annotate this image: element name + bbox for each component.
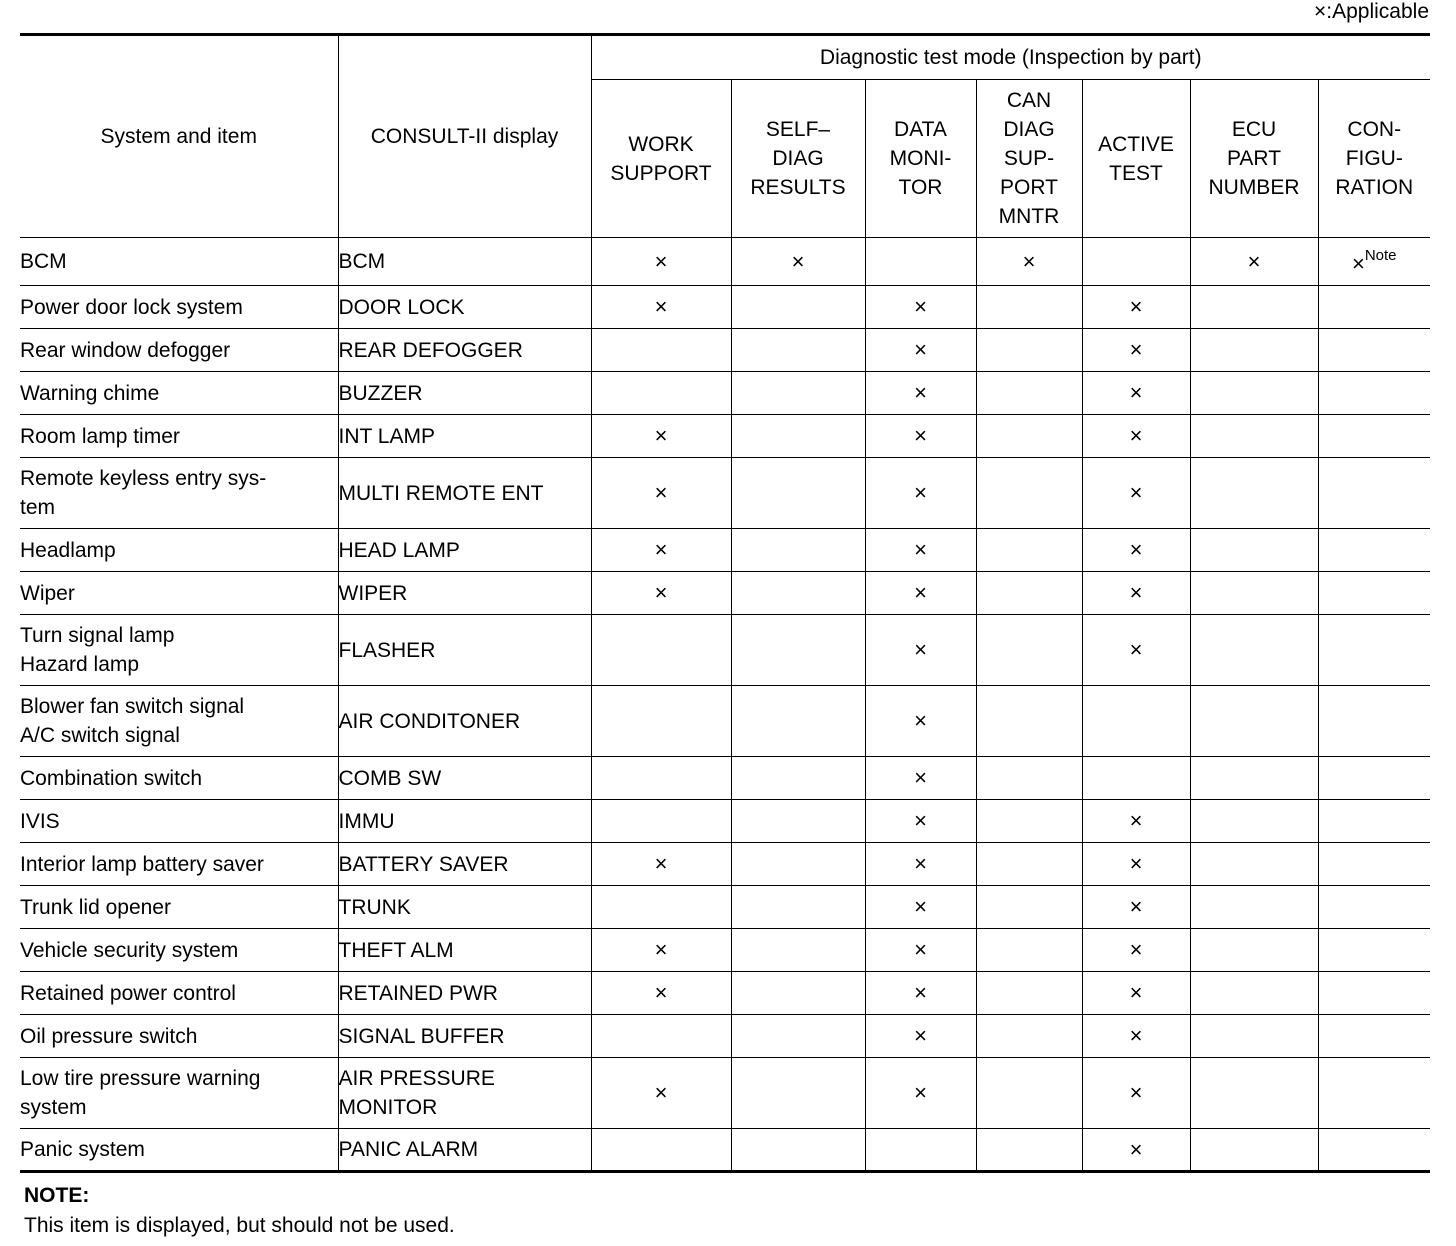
applicable-mark: × <box>1129 480 1143 505</box>
row-consult-display: BUZZER <box>338 372 591 415</box>
table-row <box>20 572 1430 615</box>
applicable-mark: × <box>914 637 927 662</box>
table-row <box>20 372 1430 415</box>
table-row <box>20 286 1430 329</box>
applicable-mark: × <box>654 537 668 562</box>
applicable-mark: × <box>914 1080 927 1105</box>
table-row <box>20 929 1430 972</box>
row-system-item: IVIS <box>20 800 338 843</box>
row-consult-display: BATTERY SAVER <box>338 843 591 886</box>
header-row-top <box>20 35 1430 80</box>
applicable-mark: × <box>1129 1080 1143 1105</box>
note-title: NOTE: <box>24 1184 90 1207</box>
table-row <box>20 800 1430 843</box>
row-system-item: Trunk lid opener <box>20 886 338 929</box>
row-consult-display: AIR CONDITONER <box>338 686 591 757</box>
row-system-item: Retained power control <box>20 972 338 1015</box>
diagnostic-mode-table <box>20 33 1430 1173</box>
row-system-item: Panic system <box>20 1129 338 1172</box>
header-ecu-part-number: ECU PART NUMBER <box>1190 80 1318 238</box>
applicable-mark: × <box>914 937 927 962</box>
applicable-mark: × <box>1129 380 1143 405</box>
row-consult-display: BCM <box>338 238 591 286</box>
applicable-mark: × <box>1351 251 1365 276</box>
applicable-mark: × <box>914 537 927 562</box>
header-work-support: WORK SUPPORT <box>591 80 731 238</box>
table-row <box>20 458 1430 529</box>
row-system-item: Oil pressure switch <box>20 1015 338 1058</box>
table-row <box>20 615 1430 686</box>
row-system-item: Room lamp timer <box>20 415 338 458</box>
applicable-mark: × <box>1129 537 1143 562</box>
row-system-item: Low tire pressure warning system <box>20 1058 338 1129</box>
table-row <box>20 843 1430 886</box>
applicable-mark: × <box>1022 248 1036 274</box>
applicable-mark: × <box>1129 1136 1143 1162</box>
row-consult-display: IMMU <box>338 800 591 843</box>
applicable-mark: × <box>1129 580 1143 605</box>
row-consult-display: INT LAMP <box>338 415 591 458</box>
note-superscript: Note <box>1364 247 1397 264</box>
row-system-item: Blower fan switch signal A/C switch signal <box>20 686 338 757</box>
table-row <box>20 886 1430 929</box>
row-system-item: Interior lamp battery saver <box>20 843 338 886</box>
row-consult-display: REAR DEFOGGER <box>338 329 591 372</box>
applicable-mark: × <box>914 708 927 733</box>
row-system-item: Power door lock system <box>20 286 338 329</box>
row-system-item: Rear window defogger <box>20 329 338 372</box>
applicable-mark: × <box>1129 337 1143 362</box>
applicable-mark: × <box>654 480 668 505</box>
header-system-item: System and item <box>20 35 338 238</box>
table-row <box>20 415 1430 458</box>
applicable-mark: × <box>1129 423 1143 448</box>
header-can-diag-support-mntr: CAN DIAG SUP- PORT MNTR <box>976 80 1082 238</box>
row-consult-display: COMB SW <box>338 757 591 800</box>
table-body <box>20 238 1430 1172</box>
applicable-mark: × <box>914 851 927 876</box>
applicable-mark: × <box>914 894 927 919</box>
header-configuration: CON- FIGU- RATION <box>1318 80 1430 238</box>
applicable-mark: × <box>1129 980 1143 1005</box>
applicable-mark: × <box>1129 937 1143 962</box>
applicable-mark: × <box>654 423 668 448</box>
row-consult-display: SIGNAL BUFFER <box>338 1015 591 1058</box>
row-system-item: Vehicle security system <box>20 929 338 972</box>
applicable-mark: × <box>1129 637 1143 662</box>
note-text: This item is displayed, but should not be used. <box>24 1214 455 1237</box>
header-active-test: ACTIVE TEST <box>1082 80 1190 238</box>
applicable-mark: × <box>914 423 927 448</box>
row-system-item: BCM <box>20 238 338 286</box>
row-system-item: Combination switch <box>20 757 338 800</box>
row-system-item: Wiper <box>20 572 338 615</box>
applicable-mark: × <box>914 480 927 505</box>
header-self-diag-results: SELF– DIAG RESULTS <box>731 80 865 238</box>
applicable-mark: × <box>1247 248 1261 274</box>
applicable-mark: × <box>1129 1023 1143 1048</box>
applicable-mark: × <box>1129 808 1143 833</box>
row-system-item: Turn signal lamp Hazard lamp <box>20 615 338 686</box>
applicable-mark: × <box>654 1080 668 1105</box>
applicable-mark: × <box>654 851 668 876</box>
applicable-mark: × <box>654 937 668 962</box>
row-consult-display: TRUNK <box>338 886 591 929</box>
row-consult-display: MULTI REMOTE ENT <box>338 458 591 529</box>
row-consult-display: DOOR LOCK <box>338 286 591 329</box>
row-consult-display: HEAD LAMP <box>338 529 591 572</box>
applicable-mark: × <box>654 294 668 319</box>
applicable-mark: × <box>654 980 668 1005</box>
applicable-mark: × <box>654 248 668 274</box>
table-row <box>20 529 1430 572</box>
applicable-mark: × <box>914 294 927 319</box>
row-consult-display: WIPER <box>338 572 591 615</box>
applicable-mark: × <box>914 1023 927 1048</box>
applicable-mark: × <box>1129 294 1143 319</box>
table-row <box>20 238 1430 286</box>
applicable-mark: × <box>914 980 927 1005</box>
applicable-mark: × <box>654 580 668 605</box>
table-row <box>20 1015 1430 1058</box>
applicable-mark: × <box>914 380 927 405</box>
row-consult-display: AIR PRESSURE MONITOR <box>338 1058 591 1129</box>
applicable-mark: × <box>1129 851 1143 876</box>
table-row <box>20 1129 1430 1172</box>
applicable-legend: ×:Applicable <box>1314 0 1429 23</box>
table-row <box>20 972 1430 1015</box>
row-consult-display: THEFT ALM <box>338 929 591 972</box>
applicable-mark: × <box>914 580 927 605</box>
table-row <box>20 1058 1430 1129</box>
row-system-item: Warning chime <box>20 372 338 415</box>
applicable-mark: × <box>914 765 927 790</box>
table-row <box>20 757 1430 800</box>
applicable-mark: × <box>914 337 927 362</box>
header-data-monitor: DATA MONI- TOR <box>865 80 976 238</box>
table-row <box>20 329 1430 372</box>
row-consult-display: FLASHER <box>338 615 591 686</box>
applicable-mark: × <box>914 808 927 833</box>
row-consult-display: PANIC ALARM <box>338 1129 591 1172</box>
table-row <box>20 686 1430 757</box>
row-consult-display: RETAINED PWR <box>338 972 591 1015</box>
header-consult-display: CONSULT-II display <box>338 35 591 238</box>
row-system-item: Remote keyless entry sys- tem <box>20 458 338 529</box>
applicable-mark: × <box>791 248 805 274</box>
applicable-mark: × <box>1129 894 1143 919</box>
header-diagnostic-mode: Diagnostic test mode (Inspection by part) <box>591 35 1430 80</box>
row-system-item: Headlamp <box>20 529 338 572</box>
